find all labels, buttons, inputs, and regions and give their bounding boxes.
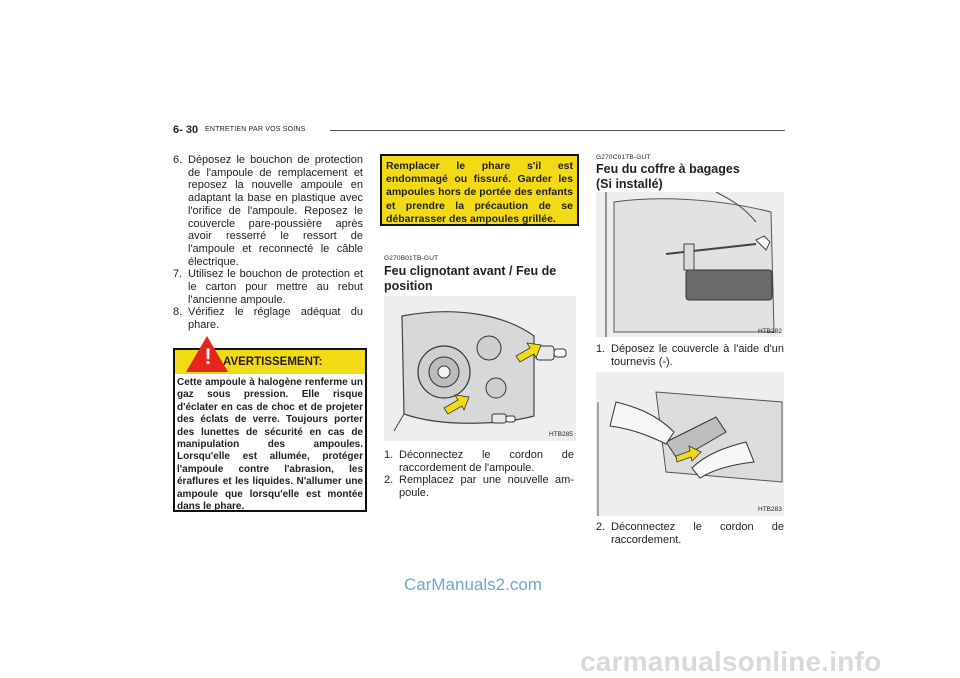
step-number: 2. (384, 474, 394, 487)
removal-drawing (596, 372, 784, 516)
section-heading: Feu clignotant avant / Feu de position (384, 264, 557, 293)
step-number: 1. (596, 343, 606, 355)
image-label: HTB283 (758, 506, 782, 513)
step-number: 6. (173, 154, 183, 166)
step-text: Vérifiez le réglage adéquat du phare. (188, 306, 363, 332)
step-text: Déposez le bouchon de protection de l'ampoule de remplacement et reposez la nouvelle ampoule en adaptant la base en plastique avec l'orifice de l'ampoule. Reposez le couvercle pare-poussière après avoir resserré le ressort de l'ampoule et reconnecté le câble électrique. (188, 154, 363, 268)
section-code: G270B01TB-GUT (384, 255, 439, 262)
section-title: ENTRETIEN PAR VOS SOINS (205, 126, 306, 133)
column1-steps (173, 154, 363, 332)
section-heading (596, 162, 786, 191)
list-item (173, 268, 363, 306)
list-item (173, 154, 363, 268)
watermark-link[interactable]: CarManuals2.com (404, 575, 542, 594)
step-number: 7. (173, 268, 183, 281)
headlamp-drawing (384, 296, 576, 441)
list-item (384, 449, 574, 474)
step-text: Déconnectez le cordon de raccordement de l'ampoule. (399, 449, 574, 474)
step-text: Utilisez le bouchon de protection et le carton pour mettre au rebut l'ancienne ampoule. (188, 268, 363, 306)
image-label: HTB285 (549, 431, 573, 438)
image-label: HTB282 (758, 328, 782, 335)
headlamp-illustration (384, 296, 576, 441)
notice-box (380, 154, 579, 226)
exclamation-icon: ! (204, 344, 212, 369)
column2-steps (384, 449, 574, 499)
list-item (384, 474, 574, 499)
list-item (596, 343, 784, 368)
warning-box (173, 344, 367, 513)
trunk-lamp-illustration (596, 192, 784, 337)
trunk-drawing (596, 192, 784, 337)
step-number: 8. (173, 306, 183, 319)
warning-body: Cette ampoule à halogène renferme un gaz sous pression. Elle risque d'éclater en cas de choc et de projeter des éclats de verre. Toujours porter des lunettes de sécurité en cas de manipulation des ampoules. Lorsqu'elle est allumée, protéger l'ampoule contre l'abrasion, les éraflures et les liquides. N'allumer une ampoule que lorsqu'elle est montée dans le phare. (177, 377, 363, 513)
step-number: 2. (596, 521, 606, 533)
section-code: G270C01TB-GUT (596, 154, 651, 161)
list-item (596, 521, 784, 546)
warning-title: AVERTISSEMENT: (223, 356, 323, 368)
column3-step2 (596, 521, 784, 546)
page-number: 6- 30 (173, 124, 199, 136)
step-text: Remplacez par une nouvelle am-poule. (399, 474, 574, 499)
step-text: Déconnectez le cordon de raccordement. (611, 521, 784, 546)
watermark-footer: carmanualsonline.info (580, 646, 882, 677)
notice-text: Remplacer le phare s'il est endommagé ou fissuré. Garder les ampoules hors de portée des enfants et prendre la précaution de se débarrasser des ampoules grillée. (386, 160, 573, 225)
trunk-lamp-removal-illustration (596, 372, 784, 516)
column3-step1 (596, 343, 784, 368)
step-text: Déposez le couvercle à l'aide d'un tournevis (-). (611, 343, 784, 368)
section-heading-line: (Si installé) (596, 176, 663, 191)
step-number: 1. (384, 449, 394, 461)
header-divider (330, 130, 785, 131)
section-heading-line: Feu du coffre à bagages (596, 162, 740, 176)
list-item (173, 306, 363, 331)
